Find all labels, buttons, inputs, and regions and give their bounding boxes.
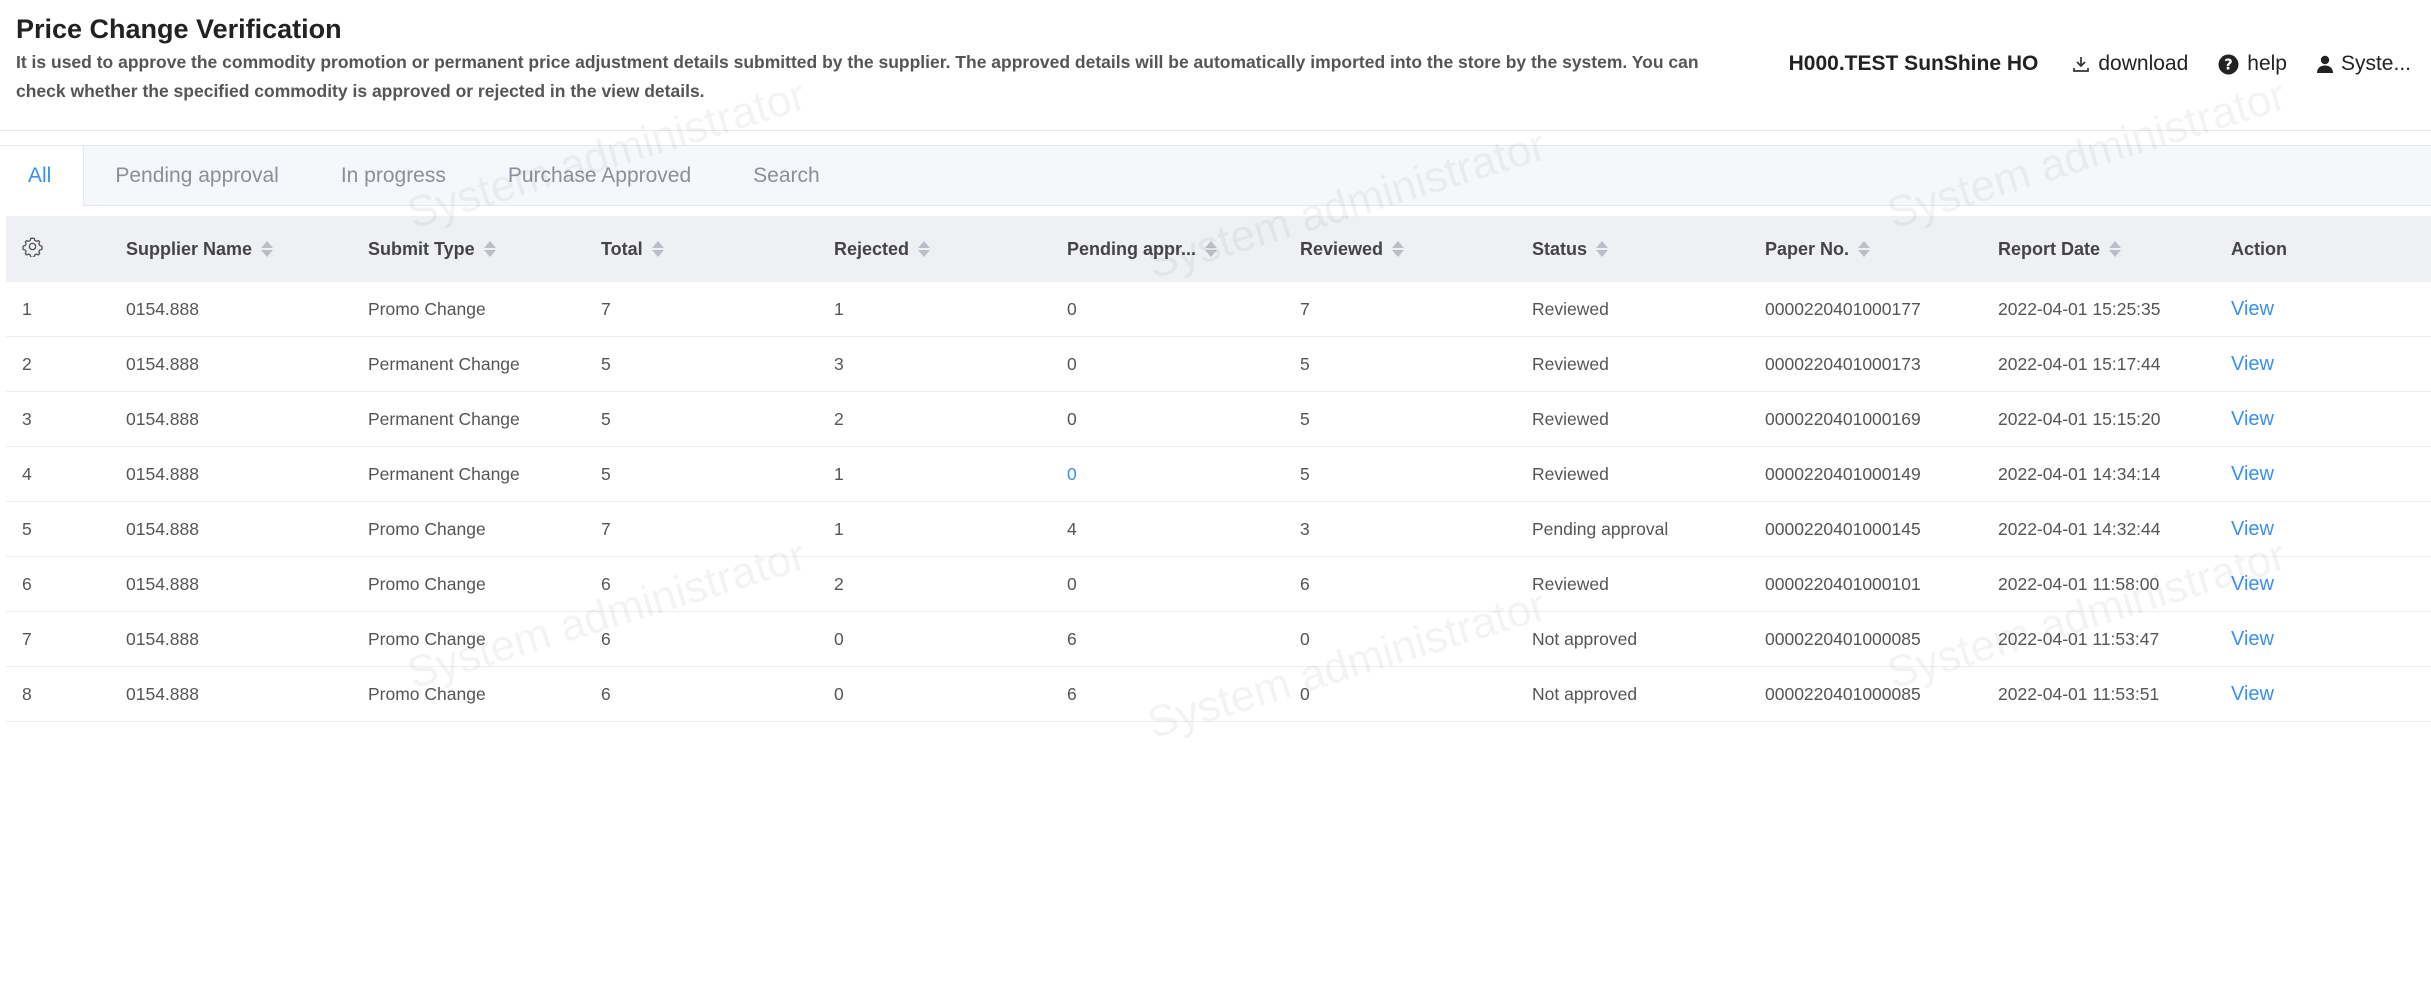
sort-icon[interactable] (261, 241, 273, 257)
cell-submit-type: Permanent Change (368, 408, 520, 429)
cell-rejected: 0 (834, 628, 844, 649)
cell-supplier-name: 0154.888 (126, 353, 199, 374)
sort-icon[interactable] (652, 241, 664, 257)
user-icon (2317, 55, 2333, 73)
cell-paper-no: 0000220401000085 (1765, 683, 1921, 704)
view-link[interactable]: View (2231, 572, 2274, 595)
cell-submit-type: Promo Change (368, 518, 486, 539)
cell-rejected: 1 (834, 463, 844, 484)
column-header-report-date[interactable]: Report Date (1982, 239, 2215, 260)
download-icon (2072, 55, 2090, 73)
cell-row-index: 6 (22, 573, 32, 594)
cell-total: 6 (601, 573, 611, 594)
cell-status: Reviewed (1532, 408, 1609, 429)
cell-report-date: 2022-04-01 11:53:51 (1998, 683, 2160, 704)
cell-paper-no: 0000220401000085 (1765, 628, 1921, 649)
view-link[interactable]: View (2231, 462, 2274, 485)
view-link[interactable]: View (2231, 407, 2274, 430)
cell-status: Reviewed (1532, 573, 1609, 594)
user-menu[interactable] (2317, 52, 2411, 76)
view-link[interactable]: View (2231, 297, 2274, 320)
cell-view-link[interactable] (2215, 408, 2365, 431)
cell-pending-approval: 0 (1067, 408, 1077, 429)
cell-reviewed: 6 (1300, 573, 1310, 594)
cell-row-index: 3 (22, 408, 32, 429)
page-title: Price Change Verification (16, 14, 342, 44)
cell-report-date: 2022-04-01 14:32:44 (1998, 518, 2161, 539)
tab-in-progress[interactable]: In progress (340, 164, 446, 187)
cell-reviewed: 3 (1300, 518, 1310, 539)
page-description: It is used to approve the commodity promotion or permanent price adjustment details submitted by the supplier. The approved details will be automatically imported into the store by the system. You can check whether the specified commodity is approved or rejected in the view details. (16, 52, 1699, 101)
cell-report-date: 2022-04-01 14:34:14 (1998, 463, 2161, 484)
sort-icon[interactable] (918, 241, 930, 257)
cell-status: Pending approval (1532, 518, 1669, 539)
cell-status: Reviewed (1532, 298, 1609, 319)
cell-reviewed: 0 (1300, 628, 1310, 649)
cell-submit-type: Permanent Change (368, 353, 520, 374)
cell-rejected: 2 (834, 573, 844, 594)
cell-total: 7 (601, 298, 611, 319)
column-header-submit-type[interactable]: Submit Type (352, 239, 585, 260)
cell-report-date: 2022-04-01 15:25:35 (1998, 298, 2161, 319)
column-header-pending-approval[interactable]: Pending appr... (1051, 239, 1284, 260)
cell-view-link[interactable] (2215, 683, 2365, 706)
column-header-reviewed[interactable]: Reviewed (1284, 239, 1516, 260)
cell-report-date: 2022-04-01 15:15:20 (1998, 408, 2161, 429)
cell-status: Reviewed (1532, 353, 1609, 374)
cell-paper-no: 0000220401000145 (1765, 518, 1921, 539)
cell-pending-approval: 4 (1067, 518, 1077, 539)
cell-pending-approval: 6 (1067, 628, 1077, 649)
cell-pending-approval: 0 (1067, 463, 1077, 484)
gear-icon (22, 236, 43, 262)
view-link[interactable]: View (2231, 627, 2274, 650)
price-change-table (6, 216, 2431, 722)
svg-text:?: ? (2224, 56, 2234, 74)
cell-paper-no: 0000220401000169 (1765, 408, 1921, 429)
column-header-total[interactable]: Total (585, 239, 818, 260)
table-row[interactable] (6, 392, 2431, 447)
cell-paper-no: 0000220401000149 (1765, 463, 1921, 484)
column-header-action: Action (2231, 238, 2287, 259)
cell-submit-type: Promo Change (368, 298, 486, 319)
cell-view-link[interactable] (2215, 628, 2365, 651)
cell-pending-approval: 0 (1067, 353, 1077, 374)
table-row[interactable] (6, 612, 2431, 667)
table-row[interactable] (6, 502, 2431, 557)
sort-icon[interactable] (2109, 241, 2121, 257)
page-header (0, 0, 2431, 131)
table-row[interactable] (6, 337, 2431, 392)
cell-rejected: 1 (834, 298, 844, 319)
cell-status: Not approved (1532, 683, 1638, 704)
cell-row-index: 1 (22, 298, 32, 319)
cell-supplier-name: 0154.888 (126, 408, 199, 429)
cell-status: Reviewed (1532, 463, 1609, 484)
cell-rejected: 2 (834, 408, 844, 429)
cell-total: 5 (601, 463, 611, 484)
cell-row-index: 5 (22, 518, 32, 539)
column-header-status[interactable]: Status (1516, 239, 1749, 260)
question-circle-icon (2218, 54, 2239, 75)
cell-paper-no: 0000220401000101 (1765, 573, 1921, 594)
cell-pending-approval: 0 (1067, 298, 1077, 319)
download-label: download (2098, 52, 2189, 75)
cell-paper-no: 0000220401000177 (1765, 298, 1921, 319)
cell-row-index: 4 (22, 463, 32, 484)
cell-view-link[interactable] (2215, 573, 2365, 596)
cell-rejected: 1 (834, 518, 844, 539)
cell-status: Not approved (1532, 628, 1638, 649)
cell-view-link[interactable] (2215, 353, 2365, 376)
cell-submit-type: Promo Change (368, 628, 486, 649)
cell-reviewed: 7 (1300, 298, 1310, 319)
table-body (6, 282, 2431, 722)
cell-submit-type: Promo Change (368, 573, 486, 594)
tab-pending-approval[interactable]: Pending approval (115, 164, 279, 187)
tab-all[interactable]: All (0, 146, 84, 206)
cell-paper-no: 0000220401000173 (1765, 353, 1921, 374)
column-header-rejected[interactable]: Rejected (818, 239, 1051, 260)
cell-supplier-name: 0154.888 (126, 628, 199, 649)
cell-total: 5 (601, 408, 611, 429)
cell-pending-approval: 6 (1067, 683, 1077, 704)
tab-search[interactable]: Search (753, 164, 820, 187)
table-header (6, 216, 2431, 282)
column-settings-button[interactable] (6, 236, 110, 262)
cell-view-link[interactable] (2215, 463, 2365, 486)
cell-row-index: 2 (22, 353, 32, 374)
cell-reviewed: 5 (1300, 463, 1310, 484)
cell-submit-type: Promo Change (368, 683, 486, 704)
cell-supplier-name: 0154.888 (126, 463, 199, 484)
help-label: help (2247, 52, 2287, 75)
cell-total: 6 (601, 628, 611, 649)
download-link[interactable] (2072, 52, 2188, 76)
cell-rejected: 0 (834, 683, 844, 704)
cell-view-link[interactable] (2215, 298, 2365, 321)
store-name[interactable]: H000.TEST SunShine HO (1788, 52, 2039, 75)
cell-rejected: 3 (834, 353, 844, 374)
table-row[interactable] (6, 447, 2431, 502)
user-name: Syste... (2340, 52, 2411, 75)
column-header-paper-no[interactable]: Paper No. (1749, 239, 1982, 260)
sort-icon[interactable] (1392, 241, 1404, 257)
cell-supplier-name: 0154.888 (126, 573, 199, 594)
table-row[interactable] (6, 667, 2431, 722)
cell-supplier-name: 0154.888 (126, 518, 199, 539)
cell-submit-type: Permanent Change (368, 463, 520, 484)
cell-view-link[interactable] (2215, 518, 2365, 541)
cell-pending-approval: 0 (1067, 573, 1077, 594)
cell-report-date: 2022-04-01 15:17:44 (1998, 353, 2161, 374)
cell-row-index: 8 (22, 683, 32, 704)
help-link[interactable] (2218, 52, 2287, 76)
view-link[interactable]: View (2231, 682, 2274, 705)
sort-icon[interactable] (1596, 241, 1608, 257)
cell-reviewed: 5 (1300, 408, 1310, 429)
cell-total: 6 (601, 683, 611, 704)
cell-supplier-name: 0154.888 (126, 683, 199, 704)
column-header-supplier-name[interactable]: Supplier Name (110, 239, 352, 260)
table-row[interactable] (6, 557, 2431, 612)
view-link[interactable]: View (2231, 517, 2274, 540)
status-tabs (0, 145, 2431, 206)
sort-icon[interactable] (484, 241, 496, 257)
tab-purchase-approved[interactable]: Purchase Approved (507, 164, 692, 187)
cell-report-date: 2022-04-01 11:58:00 (1998, 573, 2160, 594)
cell-report-date: 2022-04-01 11:53:47 (1998, 628, 2160, 649)
header-toolbar (1789, 52, 2411, 76)
table-row[interactable] (6, 282, 2431, 337)
cell-row-index: 7 (22, 628, 32, 649)
cell-supplier-name: 0154.888 (126, 298, 199, 319)
cell-reviewed: 5 (1300, 353, 1310, 374)
sort-icon[interactable] (1205, 241, 1217, 257)
sort-icon[interactable] (1858, 241, 1870, 257)
cell-reviewed: 0 (1300, 683, 1310, 704)
view-link[interactable]: View (2231, 352, 2274, 375)
cell-total: 7 (601, 518, 611, 539)
cell-total: 5 (601, 353, 611, 374)
